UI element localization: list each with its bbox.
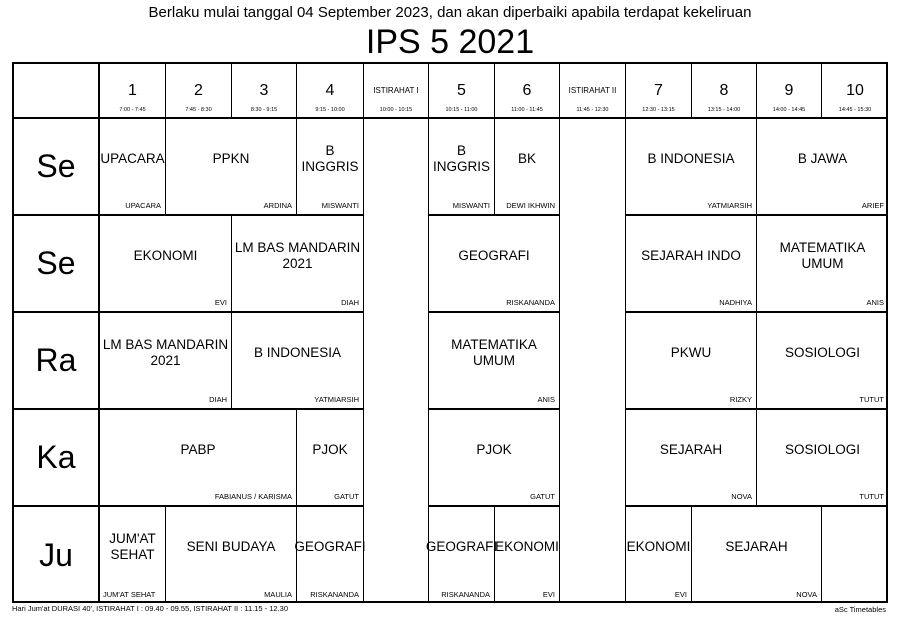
lesson-teacher: TUTUT [859, 492, 884, 501]
lesson-subject: B INGGRIS [432, 142, 490, 174]
timetable-grid [12, 62, 888, 603]
period-number: 8 [719, 82, 729, 99]
break-column [560, 119, 626, 603]
period-header [297, 64, 364, 119]
lesson-teacher: GATUT [530, 492, 555, 501]
lesson-teacher: MISWANTI [321, 201, 359, 210]
day-label: Se [14, 119, 100, 216]
period-time: 8:30 - 9:15 [250, 107, 278, 113]
lesson-subject: B INDONESIA [647, 150, 735, 166]
lesson-teacher: DIAH [209, 395, 227, 404]
lesson-subject: EKONOMI [626, 539, 691, 554]
lesson-subject: SENI BUDAYA [186, 539, 276, 554]
lesson-teacher: RISKANANDA [506, 298, 555, 307]
period-number: 7 [654, 82, 663, 99]
footer-credit: aSc Timetables [834, 605, 886, 614]
lesson-cell [626, 119, 757, 216]
lesson-cell [692, 507, 822, 603]
lesson-teacher: FABIANUS / KARISMA [214, 492, 292, 501]
lesson-cell [495, 119, 560, 216]
period-time: 7:45 - 8:30 [185, 107, 212, 113]
break-column [364, 119, 429, 603]
period-time: 14:45 - 15:30 [838, 107, 872, 113]
lesson-cell [100, 119, 166, 216]
period-number: 2 [194, 82, 203, 99]
break-label: ISTIRAHAT I [373, 86, 419, 95]
lesson-subject: SEJARAH [725, 539, 788, 554]
period-header [232, 64, 297, 119]
lesson-cell [166, 507, 297, 603]
break-header [364, 64, 429, 119]
lesson-subject: PABP [180, 441, 216, 457]
lesson-cell [757, 216, 888, 313]
lesson-subject: B JAWA [797, 150, 848, 166]
period-header [626, 64, 692, 119]
lesson-subject: SEJARAH INDO [641, 247, 741, 263]
lesson-cell [495, 507, 560, 603]
lesson-teacher: MISWANTI [452, 201, 490, 210]
lesson-subject: B INDONESIA [253, 344, 342, 360]
lesson-cell [429, 410, 560, 507]
lesson-subject: B INGGRIS [301, 142, 359, 174]
lesson-teacher: ARIEF [861, 201, 884, 210]
lesson-teacher: MAULIA [264, 590, 292, 599]
lesson-cell [100, 313, 232, 410]
lesson-teacher: RIZKY [729, 395, 752, 404]
lesson-cell [626, 216, 757, 313]
lesson-subject: BK [517, 150, 536, 166]
period-time: 14:00 - 14:45 [772, 107, 806, 113]
corner-cell [14, 64, 100, 119]
lesson-cell [232, 216, 364, 313]
lesson-cell [429, 216, 560, 313]
lesson-subject: SOSIOLOGI [784, 441, 861, 457]
lesson-teacher: GATUT [334, 492, 359, 501]
period-number: 6 [522, 82, 532, 99]
period-time: 11:00 - 11:45 [511, 107, 543, 113]
period-header [757, 64, 822, 119]
lesson-cell [425, 507, 498, 603]
lesson-teacher: NADHIYA [719, 298, 752, 307]
lesson-subject: MATEMATIKA UMUM [451, 336, 537, 368]
lesson-teacher: JUM'AT SEHAT [103, 590, 156, 599]
lesson-cell [626, 507, 692, 603]
lesson-teacher: EVI [674, 590, 687, 599]
empty-cell [822, 507, 888, 603]
day-label: Ka [14, 410, 100, 507]
lesson-subject: PJOK [476, 441, 512, 457]
lesson-cell [100, 410, 297, 507]
lesson-subject: EKONOMI [495, 539, 559, 554]
period-number: 9 [784, 82, 794, 99]
lesson-cell [100, 216, 232, 313]
lesson-teacher: ANIS [866, 298, 884, 307]
lesson-subject: GEOGRAFI [425, 539, 498, 554]
period-number: 1 [128, 82, 137, 99]
lesson-subject: JUM'AT SEHAT [109, 531, 156, 562]
lesson-cell [429, 119, 495, 216]
lesson-teacher: RISKANANDA [441, 590, 490, 599]
lesson-subject: MATEMATIKA UMUM [779, 239, 866, 271]
lesson-teacher: YATMIARSIH [707, 201, 752, 210]
lesson-subject: UPACARA [100, 150, 165, 166]
period-number: 10 [846, 82, 864, 99]
period-header [100, 64, 166, 119]
period-header [822, 64, 888, 119]
lesson-cell [297, 410, 364, 507]
lesson-subject: SOSIOLOGI [784, 344, 861, 360]
period-header [166, 64, 232, 119]
lesson-subject: GEOGRAFI [458, 247, 530, 263]
period-header [692, 64, 757, 119]
lesson-teacher: NOVA [796, 590, 817, 599]
lesson-cell [626, 313, 757, 410]
lesson-cell [232, 313, 364, 410]
lesson-cell [757, 119, 888, 216]
lesson-subject: PJOK [312, 441, 348, 457]
lesson-subject: LM BAS MANDARIN 2021 [102, 336, 229, 368]
lesson-cell [297, 119, 364, 216]
lesson-teacher: NOVA [731, 492, 752, 501]
validity-note: Berlaku mulai tanggal 04 September 2023, dan akan diperbaiki apabila terdapat kekeliruan [148, 4, 752, 21]
timetable-title: IPS 5 2021 [365, 23, 535, 61]
day-label: Ra [14, 313, 100, 410]
lesson-cell [429, 313, 560, 410]
lesson-teacher: EVI [214, 298, 227, 307]
period-time: 10:15 - 11:00 [445, 107, 478, 113]
lesson-subject: PPKN [212, 150, 250, 166]
lesson-teacher: DIAH [341, 298, 359, 307]
period-header [429, 64, 495, 119]
lesson-subject: SEJARAH [659, 441, 723, 457]
period-time: 9:15 - 10:00 [315, 107, 345, 113]
lesson-cell [757, 313, 888, 410]
lesson-teacher: UPACARA [125, 201, 161, 210]
period-time: 12:30 - 13:15 [642, 107, 675, 113]
period-time: 11:45 - 12:30 [576, 107, 609, 113]
period-number: 4 [325, 82, 335, 99]
period-time: 7:00 - 7:45 [119, 107, 146, 113]
lesson-teacher: EVI [542, 590, 555, 599]
break-header [560, 64, 626, 119]
period-time: 10:00 - 10:15 [379, 107, 413, 113]
lesson-subject: LM BAS MANDARIN 2021 [234, 239, 361, 271]
lesson-teacher: RISKANANDA [310, 590, 359, 599]
period-number: 5 [457, 82, 466, 99]
lesson-teacher: DEWI IKHWIN [506, 201, 555, 210]
lesson-cell [166, 119, 297, 216]
lesson-cell [757, 410, 888, 507]
day-label: Ju [14, 507, 100, 603]
lesson-teacher: ARDINA [263, 201, 292, 210]
period-number: 3 [259, 82, 269, 99]
lesson-cell [626, 410, 757, 507]
lesson-cell [294, 507, 366, 603]
lesson-teacher: YATMIARSIH [314, 395, 359, 404]
lesson-subject: PKWU [670, 344, 712, 360]
day-label: Se [14, 216, 100, 313]
footer-note: Hari Jum'at DURASI 40', ISTIRAHAT I : 09.40 - 09.55, ISTIRAHAT II : 11.15 - 12.30 [12, 604, 289, 613]
break-label: ISTIRAHAT II [568, 86, 617, 95]
period-header [495, 64, 560, 119]
lesson-teacher: TUTUT [859, 395, 884, 404]
period-time: 13:15 - 14:00 [707, 107, 741, 113]
lesson-teacher: ANIS [537, 395, 555, 404]
lesson-subject: EKONOMI [133, 247, 198, 263]
lesson-subject: GEOGRAFI [294, 539, 366, 554]
lesson-cell [100, 507, 166, 603]
